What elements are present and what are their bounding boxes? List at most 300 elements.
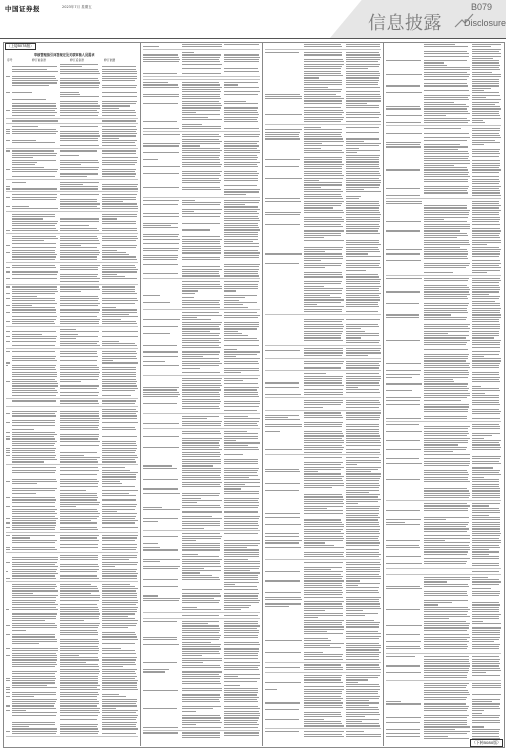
text-line — [224, 570, 250, 571]
text-line — [60, 434, 99, 435]
text-line — [12, 609, 58, 610]
text-line — [472, 242, 501, 243]
text-line — [346, 75, 380, 76]
text-line — [12, 115, 55, 116]
text-line — [304, 447, 344, 448]
text-line — [424, 526, 466, 527]
text-line — [102, 80, 135, 81]
text-line — [182, 563, 220, 564]
text-line — [102, 671, 135, 672]
text-line — [424, 256, 467, 257]
text-line — [182, 259, 220, 260]
text-line — [102, 722, 137, 723]
text-line — [224, 312, 257, 313]
text-line — [12, 188, 57, 189]
text-line — [182, 389, 221, 390]
text-line — [346, 141, 364, 142]
text-line — [304, 276, 343, 277]
text-line — [224, 202, 259, 203]
text-line — [60, 411, 99, 412]
text-line — [424, 85, 468, 86]
text-line — [60, 245, 81, 246]
text-line — [424, 390, 468, 391]
text-line — [472, 183, 499, 184]
text-line — [304, 166, 342, 167]
text-line — [60, 540, 99, 541]
text-line — [265, 382, 299, 383]
text-line — [472, 210, 501, 211]
text-line — [102, 625, 136, 626]
text-line — [472, 639, 499, 640]
text-line — [424, 319, 466, 320]
text-line — [60, 369, 99, 370]
text-line — [346, 508, 379, 509]
text-line — [472, 115, 500, 116]
text-line — [304, 667, 343, 668]
text-line — [472, 616, 499, 617]
text-line — [472, 163, 500, 164]
text-line — [424, 395, 470, 396]
text-line — [224, 234, 258, 235]
text-line — [102, 157, 138, 158]
text-line — [60, 188, 98, 189]
text-line — [12, 506, 55, 507]
text-line — [182, 340, 219, 341]
text-line — [346, 583, 380, 584]
text-line — [60, 103, 98, 104]
text-line — [472, 447, 501, 448]
text-line — [304, 496, 343, 497]
text-line — [424, 465, 469, 466]
text-line — [60, 101, 98, 102]
text-line — [424, 438, 470, 439]
text-line — [224, 425, 258, 426]
text-line — [346, 251, 380, 252]
text-line — [346, 212, 380, 213]
text-line — [472, 235, 499, 236]
text-line — [472, 102, 499, 103]
text-line — [12, 522, 56, 523]
text-line — [424, 335, 469, 336]
text-line — [6, 129, 10, 130]
text-line — [472, 393, 485, 394]
text-line — [472, 713, 482, 714]
text-line — [143, 54, 178, 55]
text-line — [102, 197, 136, 198]
text-line — [102, 76, 137, 77]
text-line — [346, 184, 380, 185]
text-line — [424, 393, 470, 394]
text-line — [182, 690, 222, 691]
text-line — [224, 482, 260, 483]
text-line — [424, 508, 468, 509]
text-line — [182, 365, 219, 366]
text-line — [472, 581, 501, 582]
text-line — [472, 95, 500, 96]
text-line — [224, 394, 258, 395]
text-line — [182, 697, 221, 698]
text-line — [6, 186, 10, 187]
text-line — [386, 203, 422, 204]
text-line — [346, 157, 379, 158]
text-line — [472, 614, 501, 615]
text-line — [143, 600, 179, 601]
text-line — [304, 452, 342, 453]
text-line — [346, 244, 381, 245]
text-line — [224, 701, 258, 702]
text-line — [472, 477, 484, 478]
text-line — [60, 659, 99, 660]
text-line — [224, 493, 259, 494]
text-line — [224, 150, 260, 151]
text-line — [304, 196, 342, 197]
text-line — [224, 380, 243, 381]
text-line — [12, 413, 55, 414]
text-line — [346, 159, 379, 160]
text-line — [386, 449, 421, 450]
text-line — [346, 400, 379, 401]
text-line — [265, 719, 299, 720]
text-line — [102, 611, 137, 612]
column-separator — [140, 42, 141, 746]
text-line — [60, 80, 99, 81]
text-line — [60, 256, 97, 257]
text-line — [424, 217, 468, 218]
text-line — [12, 459, 57, 460]
text-line — [424, 495, 470, 496]
text-line — [304, 263, 342, 264]
text-line — [424, 697, 467, 698]
text-line — [60, 509, 97, 510]
text-line — [12, 540, 57, 541]
text-line — [60, 225, 89, 226]
text-line — [143, 57, 179, 58]
text-line — [424, 263, 470, 264]
text-line — [346, 191, 381, 192]
text-line — [424, 627, 469, 628]
text-line — [424, 174, 468, 175]
text-line — [424, 720, 467, 721]
text-line — [304, 707, 343, 708]
text-line — [346, 407, 379, 408]
text-line — [304, 679, 341, 680]
text-line — [346, 376, 381, 377]
text-line — [472, 733, 499, 734]
section-subtitle: Disclosure — [464, 18, 506, 28]
text-line — [472, 474, 501, 475]
text-line — [346, 433, 379, 434]
text-line — [102, 66, 136, 67]
text-line — [12, 309, 56, 310]
text-line — [102, 479, 136, 480]
text-line — [182, 101, 219, 102]
text-line — [102, 150, 136, 151]
text-line — [472, 609, 499, 610]
text-line — [224, 403, 260, 404]
text-line — [60, 356, 98, 357]
text-line — [102, 131, 136, 132]
text-line — [424, 668, 469, 669]
text-line — [182, 572, 200, 573]
text-line — [12, 600, 56, 601]
text-line — [12, 142, 55, 143]
text-line — [224, 505, 259, 506]
text-line — [386, 524, 420, 525]
text-line — [265, 592, 301, 593]
text-line — [304, 471, 318, 472]
text-line — [224, 423, 257, 424]
text-line — [6, 692, 10, 693]
text-line — [224, 389, 257, 390]
text-line — [224, 351, 260, 352]
text-line — [224, 607, 249, 608]
text-line — [304, 407, 323, 408]
text-line — [386, 424, 419, 425]
text-line — [472, 632, 500, 633]
text-line — [102, 450, 136, 451]
text-line — [224, 331, 238, 332]
text-line — [224, 112, 258, 113]
text-line — [424, 406, 469, 407]
text-line — [182, 479, 221, 480]
text-line — [472, 256, 499, 257]
text-line — [6, 571, 8, 572]
text-line — [472, 535, 500, 536]
text-line — [346, 290, 379, 291]
text-line — [424, 240, 469, 241]
text-line — [182, 288, 222, 289]
text-line — [424, 265, 469, 266]
text-line — [182, 136, 221, 137]
text-line — [424, 470, 467, 471]
text-line — [224, 128, 259, 129]
text-line — [424, 503, 467, 504]
text-line — [424, 687, 466, 688]
text-line — [60, 618, 99, 619]
text-line — [12, 481, 57, 482]
text-line — [6, 522, 10, 523]
text-line — [472, 142, 500, 143]
text-line — [472, 221, 499, 222]
text-line — [472, 135, 500, 136]
text-line — [304, 64, 344, 65]
text-line — [346, 342, 379, 343]
text-line — [224, 525, 259, 526]
text-line — [182, 284, 220, 285]
text-line — [12, 307, 55, 308]
text-line — [472, 263, 501, 264]
text-line — [386, 665, 420, 666]
text-line — [304, 442, 344, 443]
text-line — [6, 133, 10, 134]
text-line — [102, 470, 130, 471]
text-line — [424, 644, 467, 645]
text-line — [12, 395, 56, 396]
text-line — [224, 121, 258, 122]
text-line — [265, 138, 300, 139]
text-line — [102, 358, 137, 359]
text-line — [143, 134, 180, 135]
text-line — [182, 465, 213, 466]
text-line — [182, 447, 219, 448]
text-line — [60, 441, 100, 442]
text-line — [472, 627, 501, 628]
text-line — [472, 413, 500, 414]
text-line — [12, 293, 55, 294]
text-line — [304, 168, 342, 169]
text-line — [102, 648, 121, 649]
text-line — [224, 372, 241, 373]
text-line — [224, 699, 257, 700]
text-line — [224, 669, 259, 670]
text-line — [424, 729, 455, 730]
text-line — [224, 295, 257, 296]
text-line — [304, 647, 341, 648]
text-line — [346, 485, 380, 486]
text-line — [224, 556, 259, 557]
text-line — [472, 493, 500, 494]
text-line — [60, 511, 98, 512]
text-line — [182, 408, 220, 409]
text-line — [12, 590, 58, 591]
text-line — [472, 53, 501, 54]
text-line — [182, 642, 211, 643]
text-line — [224, 653, 258, 654]
text-line — [60, 221, 99, 222]
text-line — [472, 665, 499, 666]
text-line — [304, 87, 328, 88]
text-line — [304, 290, 342, 291]
text-line — [346, 389, 379, 390]
text-line — [102, 247, 136, 248]
text-line — [182, 213, 221, 214]
text-line — [102, 703, 136, 704]
text-line — [102, 481, 120, 482]
text-line — [472, 347, 500, 348]
text-line — [424, 472, 468, 473]
text-line — [102, 78, 137, 79]
text-line — [102, 685, 137, 686]
text-line — [60, 694, 99, 695]
text-line — [102, 613, 135, 614]
text-line — [60, 341, 99, 342]
text-line — [12, 470, 56, 471]
text-line — [224, 349, 237, 350]
text-line — [60, 516, 99, 517]
text-line — [265, 731, 299, 732]
text-line — [143, 333, 170, 334]
text-line — [472, 363, 500, 364]
text-line — [304, 556, 344, 557]
text-line — [102, 443, 136, 444]
text-line — [304, 240, 344, 241]
text-line — [224, 549, 259, 550]
text-line — [424, 646, 468, 647]
text-line — [346, 736, 381, 737]
text-line — [12, 726, 29, 727]
text-line — [12, 105, 56, 106]
text-line — [304, 77, 319, 78]
text-line — [346, 205, 380, 206]
text-line — [182, 61, 220, 62]
text-line — [386, 278, 422, 279]
text-line — [60, 728, 98, 729]
text-line — [102, 527, 138, 528]
text-line — [12, 176, 55, 177]
text-line — [424, 221, 467, 222]
text-line — [346, 610, 363, 611]
text-line — [472, 153, 500, 154]
text-line — [102, 520, 138, 521]
text-line — [60, 145, 99, 146]
text-line — [304, 433, 343, 434]
text-line — [102, 678, 135, 679]
text-line — [12, 680, 55, 681]
text-line — [346, 415, 380, 416]
text-line — [346, 335, 379, 336]
text-line — [60, 278, 100, 279]
text-line — [12, 678, 56, 679]
text-line — [346, 64, 380, 65]
text-line — [143, 145, 179, 146]
text-line — [143, 598, 180, 599]
text-line — [12, 490, 55, 491]
text-line — [60, 73, 100, 74]
text-line — [143, 479, 178, 480]
text-line — [12, 150, 54, 151]
text-line — [224, 440, 236, 441]
text-line — [224, 644, 260, 645]
text-line — [224, 134, 260, 135]
text-line — [60, 627, 98, 628]
text-line — [12, 286, 57, 287]
text-line — [304, 394, 343, 395]
text-line — [60, 685, 100, 686]
text-line — [472, 706, 499, 707]
text-line — [472, 308, 501, 309]
text-line — [346, 87, 380, 88]
text-line — [304, 675, 342, 676]
text-line — [424, 724, 467, 725]
text-line — [472, 326, 500, 327]
text-line — [224, 117, 258, 118]
text-line — [304, 508, 327, 509]
text-line — [102, 206, 138, 207]
text-line — [346, 677, 378, 678]
text-line — [346, 622, 380, 623]
text-line — [102, 96, 137, 97]
text-line — [304, 552, 344, 553]
text-line — [102, 105, 130, 106]
text-line — [60, 71, 99, 72]
text-line — [224, 658, 258, 659]
text-line — [102, 171, 135, 172]
text-line — [304, 233, 341, 234]
text-line — [143, 243, 179, 244]
text-line — [182, 556, 219, 557]
text-line — [102, 571, 136, 572]
text-line — [386, 201, 422, 202]
text-line — [224, 44, 259, 45]
text-line — [304, 624, 342, 625]
text-line — [346, 66, 379, 67]
text-line — [224, 145, 259, 146]
text-line — [12, 194, 57, 195]
text-line — [143, 259, 177, 260]
text-line — [60, 733, 98, 734]
text-line — [224, 119, 257, 120]
text-line — [472, 81, 499, 82]
